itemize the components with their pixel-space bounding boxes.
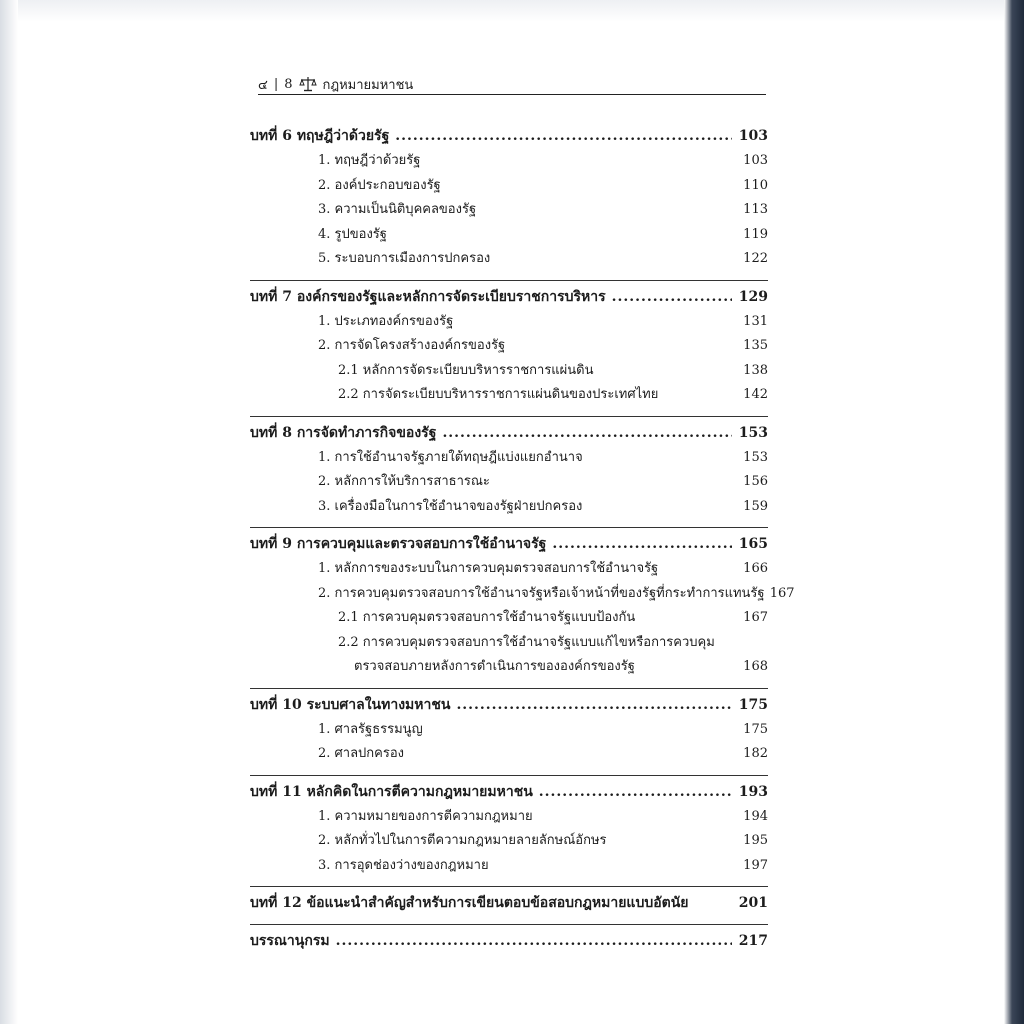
toc-page-number: 119 [743, 226, 768, 242]
toc-page-number: 103 [738, 128, 768, 144]
toc-chapter-block [250, 925, 768, 962]
spacer [533, 805, 738, 830]
toc-page-number: 182 [743, 746, 768, 761]
toc-page-number: 122 [743, 251, 768, 266]
toc-entry-label: บทที่ 10 ระบบศาลในทางมหาชน [250, 696, 451, 713]
toc-section-entry [250, 446, 768, 471]
toc-page-number: 153 [738, 424, 768, 441]
spacer [594, 359, 738, 384]
toc-entry-label: บทที่ 12 ข้อแนะนำสำคัญสำหรับการเขียนตอบข้อสอบกฎหมายแบบอัตนัย [250, 895, 689, 911]
toc-section-entry [250, 742, 768, 767]
toc-entry-label: 3. การอุดช่องว่างของกฎหมาย [318, 857, 489, 873]
toc-page-number: 138 [743, 362, 768, 378]
toc-entry-label: 1. ทฤษฎีว่าด้วยรัฐ [318, 153, 421, 168]
toc-section-entry [250, 557, 768, 582]
spacer [658, 557, 738, 582]
toc-chapter-block [250, 887, 768, 925]
toc-page-number: 165 [738, 536, 768, 552]
toc-page-number: 217 [738, 933, 768, 949]
toc-chapter-block [250, 776, 768, 888]
toc-page-number: 175 [743, 721, 768, 737]
toc-section-entry [250, 854, 768, 879]
toc-entry-label: 1. ประเภทองค์กรของรัฐ [318, 313, 454, 329]
spacer [423, 718, 738, 743]
toc-page-number: 156 [743, 474, 768, 489]
scan-edge-top [0, 0, 1024, 22]
toc-entry-label: บทที่ 9 การควบคุมและตรวจสอบการใช้อำนาจรัฐ [250, 536, 547, 552]
toc-page-number: 142 [743, 387, 768, 402]
toc-page-number: 153 [743, 449, 768, 465]
header-separator: | [273, 76, 279, 92]
toc-section-entry [250, 174, 768, 199]
spacer [607, 829, 738, 854]
toc-entry-label: บทที่ 11 หลักคิดในการตีความกฎหมายมหาชน [250, 783, 533, 800]
spacer [658, 383, 738, 408]
dot-leader [612, 284, 732, 310]
toc-page-number: 175 [738, 696, 768, 713]
toc-entry-label: 2.1 การควบคุมตรวจสอบการใช้อำนาจรัฐแบบป้องกัน [338, 610, 636, 625]
toc-section-entry [250, 198, 768, 223]
toc-entry-label: 2. หลักทั่วไปในการตีความกฎหมายลายลักษณ์อักษร [318, 833, 607, 848]
toc-chapter-entry [250, 928, 768, 954]
toc-entry-label: 1. ความหมายของการตีความกฎหมาย [318, 808, 533, 824]
toc-section-entry [250, 631, 768, 656]
toc-entry-label: 1. ศาลรัฐธรรมนูญ [318, 721, 423, 737]
toc-section-entry [250, 334, 768, 359]
toc-entry-label: 4. รูปของรัฐ [318, 226, 387, 242]
toc-section-entry [250, 655, 768, 680]
spacer [635, 655, 738, 680]
toc-section-entry [250, 718, 768, 743]
toc-entry-label: 1. หลักการของระบบในการควบคุมตรวจสอบการใช้อำนาจรัฐ [318, 561, 659, 576]
toc-page-number: 201 [738, 895, 768, 911]
toc-section-entry [250, 359, 768, 384]
toc-section-entry [250, 606, 768, 631]
toc-chapter-entry [250, 692, 768, 718]
toc-entry-label: 2. องค์ประกอบของรัฐ [318, 177, 441, 193]
spacer [505, 334, 738, 359]
toc-page-number: 131 [743, 313, 768, 329]
toc-page-number: 103 [743, 153, 768, 168]
toc-section-entry [250, 470, 768, 495]
toc-page-number: 135 [743, 338, 768, 353]
toc-section-entry [250, 247, 768, 272]
toc-page-number: 193 [738, 783, 768, 800]
toc-page-number: 129 [738, 288, 768, 305]
toc-section-entry [250, 805, 768, 830]
spacer [490, 470, 738, 495]
toc-chapter-entry [250, 123, 768, 149]
toc-entry-label: 2. ศาลปกครอง [318, 746, 405, 761]
toc-page-number: 113 [743, 202, 768, 217]
page-number-arabic: 8 [284, 76, 293, 92]
table-of-contents [250, 120, 795, 962]
toc-page-number: 167 [743, 610, 768, 625]
toc-entry-label: บทที่ 6 ทฤษฎีว่าด้วยรัฐ [250, 128, 390, 144]
toc-chapter-block [250, 689, 768, 776]
toc-entry-label: 2. การจัดโครงสร้างองค์กรของรัฐ [318, 338, 506, 353]
dot-leader [395, 123, 732, 149]
toc-page-number: 197 [743, 857, 768, 873]
spacer [635, 606, 738, 631]
toc-page-number: 166 [743, 561, 768, 576]
toc-entry-label: 2. การควบคุมตรวจสอบการใช้อำนาจรัฐหรือเจ้าหน้าที่ของรัฐที่กระทำการแทนรัฐ [318, 585, 765, 601]
page-header [258, 74, 766, 94]
book-spine-edge [1004, 0, 1024, 1024]
toc-chapter-block [250, 417, 768, 529]
toc-entry-label: 3. ความเป็นนิติบุคคลของรัฐ [318, 202, 477, 217]
toc-chapter-entry [250, 284, 768, 310]
toc-entry-label: 2. หลักการให้บริการสาธารณะ [318, 474, 490, 489]
page-number-thai: ๔ [258, 77, 268, 93]
header-rule [258, 94, 766, 95]
toc-section-entry [250, 829, 768, 854]
toc-entry-label: บรรณานุกรม [250, 933, 330, 949]
spacer [715, 631, 738, 656]
toc-section-entry [250, 223, 768, 248]
spacer [490, 247, 738, 272]
spacer [453, 310, 738, 335]
toc-chapter-block [250, 120, 768, 281]
spacer [420, 149, 738, 174]
spacer [689, 890, 739, 916]
spacer [582, 495, 738, 520]
toc-chapter-block [250, 528, 795, 689]
dot-leader [336, 928, 732, 954]
toc-page-number: 159 [743, 498, 768, 514]
toc-section-entry [250, 582, 795, 607]
toc-chapter-entry [250, 779, 768, 805]
book-title: กฎหมายมหาชน [322, 77, 414, 93]
toc-entry-label: 2.2 การจัดระเบียบบริหารราชการแผ่นดินของประเทศไทย [338, 387, 659, 402]
toc-chapter-entry [250, 531, 768, 557]
dot-leader [442, 420, 732, 446]
toc-entry-label: 2.1 หลักการจัดระเบียบบริหารราชการแผ่นดิน [338, 362, 594, 378]
toc-section-entry [250, 495, 768, 520]
dot-leader [456, 692, 732, 718]
toc-page-number: 194 [743, 808, 768, 824]
toc-page-number [738, 631, 768, 656]
scales-of-justice-icon [299, 76, 317, 92]
scan-edge-left [0, 0, 18, 1024]
toc-entry-label: 2.2 การควบคุมตรวจสอบการใช้อำนาจรัฐแบบแก้ไขหรือการควบคุม [338, 634, 715, 650]
spacer [387, 223, 738, 248]
spacer [583, 446, 738, 471]
spacer [404, 742, 738, 767]
toc-chapter-entry [250, 420, 768, 446]
toc-entry-label: บทที่ 7 องค์กรของรัฐและหลักการจัดระเบียบราชการบริหาร [250, 288, 606, 305]
toc-entry-label: 5. ระบอบการเมืองการปกครอง [318, 251, 491, 266]
toc-section-entry [250, 383, 768, 408]
toc-entry-label: บทที่ 8 การจัดทำภารกิจของรัฐ [250, 424, 437, 441]
dot-leader [552, 531, 732, 557]
spacer [489, 854, 738, 879]
toc-entry-label: 3. เครื่องมือในการใช้อำนาจของรัฐฝ่ายปกครอง [318, 498, 583, 514]
toc-page-number: 167 [769, 585, 795, 601]
toc-section-entry [250, 149, 768, 174]
toc-section-entry [250, 310, 768, 335]
dot-leader [539, 779, 732, 805]
toc-entry-label: 1. การใช้อำนาจรัฐภายใต้ทฤษฎีแบ่งแยกอำนาจ [318, 449, 583, 465]
toc-page-number: 110 [743, 177, 768, 193]
toc-chapter-entry [250, 890, 768, 916]
toc-chapter-block [250, 281, 768, 417]
toc-page-number: 168 [743, 659, 768, 674]
spacer [441, 174, 738, 199]
toc-page-number: 195 [743, 833, 768, 848]
spacer [476, 198, 738, 223]
toc-entry-label: ตรวจสอบภายหลังการดำเนินการขององค์กรของรัฐ [354, 659, 635, 674]
